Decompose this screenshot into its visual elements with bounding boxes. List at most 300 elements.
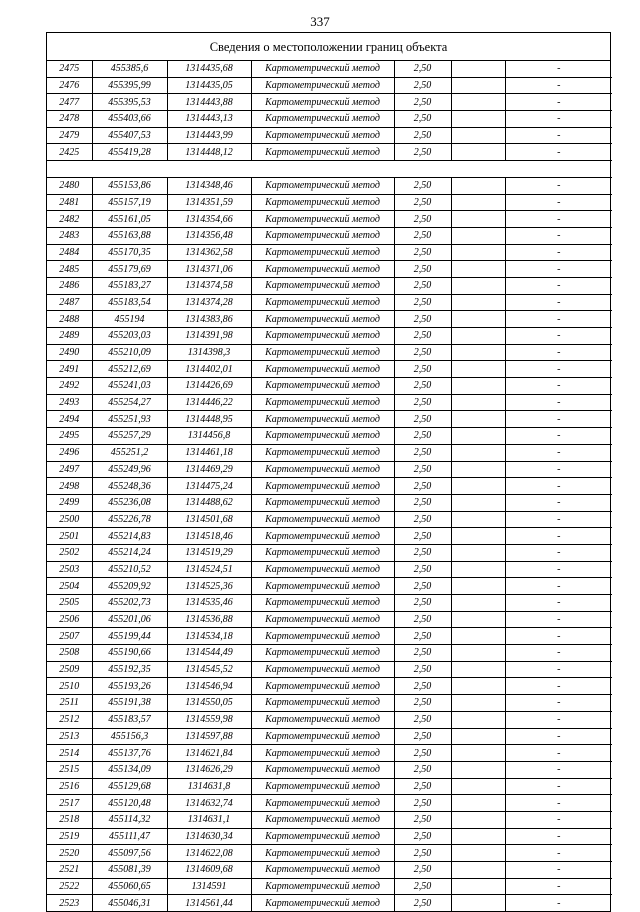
x-coordinate-cell: 455046,31 bbox=[92, 895, 167, 911]
point-number-cell: 2477 bbox=[47, 94, 92, 111]
empty-cell-cell bbox=[451, 862, 505, 879]
x-coordinate-cell: 455192,35 bbox=[92, 661, 167, 678]
y-coordinate-cell: 1314631,8 bbox=[167, 778, 251, 795]
table-row bbox=[47, 61, 612, 77]
method-cell: Картометрический метод bbox=[251, 828, 394, 845]
description-cell: - bbox=[505, 411, 612, 428]
y-coordinate-cell: 1314461,18 bbox=[167, 444, 251, 461]
table-row bbox=[47, 511, 612, 528]
point-number-cell: 2513 bbox=[47, 728, 92, 745]
method-cell: Картометрический метод bbox=[251, 695, 394, 712]
description-cell: - bbox=[505, 194, 612, 211]
y-coordinate-cell: 1314443,99 bbox=[167, 127, 251, 144]
y-coordinate-cell: 1314362,58 bbox=[167, 244, 251, 261]
empty-cell-cell bbox=[451, 211, 505, 228]
y-coordinate-cell: 1314501,68 bbox=[167, 511, 251, 528]
description-cell: - bbox=[505, 227, 612, 244]
table-row bbox=[47, 111, 612, 128]
accuracy-cell: 2,50 bbox=[394, 578, 451, 595]
accuracy-cell: 2,50 bbox=[394, 811, 451, 828]
x-coordinate-cell: 455193,26 bbox=[92, 678, 167, 695]
table-row bbox=[47, 378, 612, 395]
y-coordinate-cell: 1314469,29 bbox=[167, 461, 251, 478]
description-cell: - bbox=[505, 878, 612, 895]
method-cell: Картометрический метод bbox=[251, 895, 394, 911]
table-row bbox=[47, 494, 612, 511]
point-number-cell: 2517 bbox=[47, 795, 92, 812]
y-coordinate-cell: 1314356,48 bbox=[167, 227, 251, 244]
method-cell: Картометрический метод bbox=[251, 227, 394, 244]
method-cell: Картометрический метод bbox=[251, 194, 394, 211]
method-cell: Картометрический метод bbox=[251, 795, 394, 812]
x-coordinate-cell: 455241,03 bbox=[92, 378, 167, 395]
point-number-cell: 2515 bbox=[47, 761, 92, 778]
table-row bbox=[47, 294, 612, 311]
x-coordinate-cell: 455236,08 bbox=[92, 494, 167, 511]
y-coordinate-cell: 1314534,18 bbox=[167, 628, 251, 645]
y-coordinate-cell: 1314398,3 bbox=[167, 344, 251, 361]
accuracy-cell: 2,50 bbox=[394, 227, 451, 244]
x-coordinate-cell: 455403,66 bbox=[92, 111, 167, 128]
y-coordinate-cell: 1314544,49 bbox=[167, 645, 251, 662]
y-coordinate-cell: 1314632,74 bbox=[167, 795, 251, 812]
x-coordinate-cell: 455395,53 bbox=[92, 94, 167, 111]
table-row bbox=[47, 528, 612, 545]
description-cell: - bbox=[505, 761, 612, 778]
empty-cell-cell bbox=[451, 111, 505, 128]
x-coordinate-cell: 455257,29 bbox=[92, 428, 167, 445]
x-coordinate-cell: 455209,92 bbox=[92, 578, 167, 595]
empty-cell-cell bbox=[451, 244, 505, 261]
description-cell: - bbox=[505, 428, 612, 445]
empty-cell-cell bbox=[451, 361, 505, 378]
y-coordinate-cell: 1314371,06 bbox=[167, 261, 251, 278]
accuracy-cell: 2,50 bbox=[394, 561, 451, 578]
accuracy-cell: 2,50 bbox=[394, 478, 451, 495]
table-row bbox=[47, 194, 612, 211]
point-number-cell: 2512 bbox=[47, 711, 92, 728]
method-cell: Картометрический метод bbox=[251, 177, 394, 194]
x-coordinate-cell: 455419,28 bbox=[92, 144, 167, 161]
accuracy-cell: 2,50 bbox=[394, 778, 451, 795]
x-coordinate-cell: 455183,57 bbox=[92, 711, 167, 728]
description-cell: - bbox=[505, 211, 612, 228]
table-row bbox=[47, 328, 612, 345]
empty-cell-cell bbox=[451, 227, 505, 244]
table-row bbox=[47, 645, 612, 662]
method-cell: Картометрический метод bbox=[251, 77, 394, 94]
method-cell: Картометрический метод bbox=[251, 378, 394, 395]
method-cell: Картометрический метод bbox=[251, 61, 394, 77]
point-number-cell: 2499 bbox=[47, 494, 92, 511]
empty-cell-cell bbox=[451, 444, 505, 461]
table-row bbox=[47, 344, 612, 361]
x-coordinate-cell: 455199,44 bbox=[92, 628, 167, 645]
method-cell: Картометрический метод bbox=[251, 261, 394, 278]
description-cell: - bbox=[505, 344, 612, 361]
description-cell: - bbox=[505, 144, 612, 161]
point-number-cell: 2500 bbox=[47, 511, 92, 528]
accuracy-cell: 2,50 bbox=[394, 144, 451, 161]
empty-cell-cell bbox=[451, 494, 505, 511]
accuracy-cell: 2,50 bbox=[394, 77, 451, 94]
table-title: Сведения о местоположении границ объекта bbox=[47, 33, 610, 61]
table-row bbox=[47, 444, 612, 461]
description-cell: - bbox=[505, 628, 612, 645]
empty-cell-cell bbox=[451, 328, 505, 345]
accuracy-cell: 2,50 bbox=[394, 378, 451, 395]
description-cell: - bbox=[505, 444, 612, 461]
empty-cell-cell bbox=[451, 544, 505, 561]
x-coordinate-cell: 455251,93 bbox=[92, 411, 167, 428]
method-cell: Картометрический метод bbox=[251, 328, 394, 345]
accuracy-cell: 2,50 bbox=[394, 595, 451, 612]
empty-cell-cell bbox=[451, 294, 505, 311]
point-number-cell: 2491 bbox=[47, 361, 92, 378]
empty-cell-cell bbox=[451, 478, 505, 495]
description-cell: - bbox=[505, 328, 612, 345]
empty-cell-cell bbox=[451, 94, 505, 111]
description-cell: - bbox=[505, 561, 612, 578]
empty-cell-cell bbox=[451, 645, 505, 662]
method-cell: Картометрический метод bbox=[251, 444, 394, 461]
y-coordinate-cell: 1314456,8 bbox=[167, 428, 251, 445]
table-row bbox=[47, 895, 612, 911]
empty-cell-cell bbox=[451, 311, 505, 328]
accuracy-cell: 2,50 bbox=[394, 344, 451, 361]
accuracy-cell: 2,50 bbox=[394, 695, 451, 712]
method-cell: Картометрический метод bbox=[251, 661, 394, 678]
method-cell: Картометрический метод bbox=[251, 645, 394, 662]
boundary-table-frame bbox=[46, 32, 611, 912]
x-coordinate-cell: 455183,27 bbox=[92, 277, 167, 294]
empty-cell-cell bbox=[451, 728, 505, 745]
x-coordinate-cell: 455214,83 bbox=[92, 528, 167, 545]
x-coordinate-cell: 455179,69 bbox=[92, 261, 167, 278]
method-cell: Картометрический метод bbox=[251, 344, 394, 361]
description-cell: - bbox=[505, 261, 612, 278]
description-cell: - bbox=[505, 177, 612, 194]
y-coordinate-cell: 1314559,98 bbox=[167, 711, 251, 728]
x-coordinate-cell: 455210,52 bbox=[92, 561, 167, 578]
description-cell: - bbox=[505, 478, 612, 495]
accuracy-cell: 2,50 bbox=[394, 661, 451, 678]
method-cell: Картометрический метод bbox=[251, 277, 394, 294]
x-coordinate-cell: 455153,86 bbox=[92, 177, 167, 194]
table-row bbox=[47, 544, 612, 561]
accuracy-cell: 2,50 bbox=[394, 862, 451, 879]
table-row bbox=[47, 745, 612, 762]
description-cell: - bbox=[505, 711, 612, 728]
method-cell: Картометрический метод bbox=[251, 778, 394, 795]
x-coordinate-cell: 455226,78 bbox=[92, 511, 167, 528]
x-coordinate-cell: 455129,68 bbox=[92, 778, 167, 795]
y-coordinate-cell: 1314475,24 bbox=[167, 478, 251, 495]
description-cell: - bbox=[505, 678, 612, 695]
description-cell: - bbox=[505, 828, 612, 845]
description-cell: - bbox=[505, 811, 612, 828]
empty-cell-cell bbox=[451, 878, 505, 895]
x-coordinate-cell: 455203,03 bbox=[92, 328, 167, 345]
table-row bbox=[47, 678, 612, 695]
description-cell: - bbox=[505, 611, 612, 628]
point-number-cell: 2506 bbox=[47, 611, 92, 628]
description-cell: - bbox=[505, 111, 612, 128]
description-cell: - bbox=[505, 695, 612, 712]
description-cell: - bbox=[505, 77, 612, 94]
description-cell: - bbox=[505, 661, 612, 678]
x-coordinate-cell: 455210,09 bbox=[92, 344, 167, 361]
method-cell: Картометрический метод bbox=[251, 428, 394, 445]
point-number-cell: 2495 bbox=[47, 428, 92, 445]
accuracy-cell: 2,50 bbox=[394, 294, 451, 311]
accuracy-cell: 2,50 bbox=[394, 645, 451, 662]
description-cell: - bbox=[505, 578, 612, 595]
empty-cell-cell bbox=[451, 277, 505, 294]
x-coordinate-cell: 455111,47 bbox=[92, 828, 167, 845]
x-coordinate-cell: 455395,99 bbox=[92, 77, 167, 94]
y-coordinate-cell: 1314435,05 bbox=[167, 77, 251, 94]
table-row bbox=[47, 394, 612, 411]
description-cell: - bbox=[505, 244, 612, 261]
method-cell: Картометрический метод bbox=[251, 244, 394, 261]
table-row bbox=[47, 461, 612, 478]
y-coordinate-cell: 1314561,44 bbox=[167, 895, 251, 911]
empty-cell-cell bbox=[451, 511, 505, 528]
table-row bbox=[47, 161, 612, 178]
x-coordinate-cell: 455060,65 bbox=[92, 878, 167, 895]
x-coordinate-cell: 455201,06 bbox=[92, 611, 167, 628]
table-row bbox=[47, 144, 612, 161]
description-cell: - bbox=[505, 61, 612, 77]
y-coordinate-cell: 1314535,46 bbox=[167, 595, 251, 612]
description-cell: - bbox=[557, 897, 561, 909]
method-cell: Картометрический метод bbox=[251, 478, 394, 495]
table-row bbox=[47, 728, 612, 745]
y-coordinate-cell: 1314518,46 bbox=[167, 528, 251, 545]
description-cell: - bbox=[505, 378, 612, 395]
empty-cell-cell bbox=[451, 394, 505, 411]
method-cell: Картометрический метод bbox=[251, 678, 394, 695]
table-row bbox=[47, 261, 612, 278]
accuracy-cell: 2,50 bbox=[394, 494, 451, 511]
table-row bbox=[47, 845, 612, 862]
empty-cell-cell bbox=[451, 77, 505, 94]
y-coordinate-cell: 1314597,88 bbox=[167, 728, 251, 745]
accuracy-cell: 2,50 bbox=[394, 895, 451, 911]
y-coordinate-cell: 1314448,12 bbox=[167, 144, 251, 161]
table-row bbox=[47, 127, 612, 144]
y-coordinate-cell: 1314351,59 bbox=[167, 194, 251, 211]
x-coordinate-cell: 455120,48 bbox=[92, 795, 167, 812]
empty-cell-cell bbox=[451, 711, 505, 728]
point-number-cell: 2508 bbox=[47, 645, 92, 662]
table-row bbox=[47, 411, 612, 428]
point-number-cell: 2485 bbox=[47, 261, 92, 278]
method-cell: Картометрический метод bbox=[251, 144, 394, 161]
empty-cell-cell bbox=[451, 344, 505, 361]
accuracy-cell: 2,50 bbox=[394, 261, 451, 278]
description-cell: - bbox=[505, 461, 612, 478]
y-coordinate-cell: 1314374,28 bbox=[167, 294, 251, 311]
x-coordinate-cell: 455137,76 bbox=[92, 745, 167, 762]
point-number-cell: 2523 bbox=[47, 895, 92, 911]
description-cell: - bbox=[505, 511, 612, 528]
point-number-cell: 2482 bbox=[47, 211, 92, 228]
x-coordinate-cell: 455251,2 bbox=[92, 444, 167, 461]
method-cell: Картометрический метод bbox=[251, 494, 394, 511]
method-cell: Картометрический метод bbox=[251, 561, 394, 578]
accuracy-cell: 2,50 bbox=[394, 127, 451, 144]
point-number-cell: 2496 bbox=[47, 444, 92, 461]
accuracy-cell: 2,50 bbox=[394, 628, 451, 645]
coordinates-table bbox=[47, 61, 612, 911]
empty-cell-cell bbox=[451, 194, 505, 211]
empty-cell-cell bbox=[451, 578, 505, 595]
table-row bbox=[47, 711, 612, 728]
table-row bbox=[47, 695, 612, 712]
method-cell: Картометрический метод bbox=[251, 845, 394, 862]
description-cell: - bbox=[505, 127, 612, 144]
accuracy-cell: 2,50 bbox=[394, 878, 451, 895]
table-row bbox=[47, 177, 612, 194]
empty-cell-cell bbox=[451, 795, 505, 812]
table-row bbox=[47, 778, 612, 795]
accuracy-cell: 2,50 bbox=[394, 244, 451, 261]
x-coordinate-cell: 455163,88 bbox=[92, 227, 167, 244]
table-row bbox=[47, 611, 612, 628]
y-coordinate-cell: 1314443,13 bbox=[167, 111, 251, 128]
accuracy-cell: 2,50 bbox=[394, 678, 451, 695]
x-coordinate-cell: 455161,05 bbox=[92, 211, 167, 228]
x-coordinate-cell: 455194 bbox=[92, 311, 167, 328]
x-coordinate-cell: 455183,54 bbox=[92, 294, 167, 311]
method-cell: Картометрический метод bbox=[251, 544, 394, 561]
description-cell: - bbox=[505, 645, 612, 662]
y-coordinate-cell: 1314488,62 bbox=[167, 494, 251, 511]
point-number-cell: 2498 bbox=[47, 478, 92, 495]
accuracy-cell: 2,50 bbox=[394, 611, 451, 628]
table-row bbox=[47, 828, 612, 845]
method-cell: Картометрический метод bbox=[251, 578, 394, 595]
point-number-cell: 2497 bbox=[47, 461, 92, 478]
method-cell: Картометрический метод bbox=[251, 611, 394, 628]
point-number-cell: 2492 bbox=[47, 378, 92, 395]
empty-cell-cell bbox=[451, 828, 505, 845]
accuracy-cell: 2,50 bbox=[394, 845, 451, 862]
method-cell: Картометрический метод bbox=[251, 411, 394, 428]
description-cell: - bbox=[505, 94, 612, 111]
description-cell: - bbox=[505, 845, 612, 862]
accuracy-cell: 2,50 bbox=[394, 411, 451, 428]
empty-cell-cell bbox=[451, 461, 505, 478]
point-number-cell: 2475 bbox=[47, 61, 92, 77]
empty-cell-cell bbox=[451, 127, 505, 144]
point-number-cell: 2483 bbox=[47, 227, 92, 244]
point-number-cell: 2507 bbox=[47, 628, 92, 645]
empty-cell-cell bbox=[451, 628, 505, 645]
table-row bbox=[47, 595, 612, 612]
y-coordinate-cell: 1314621,84 bbox=[167, 745, 251, 762]
point-number-cell: 2516 bbox=[47, 778, 92, 795]
point-number-cell: 2501 bbox=[47, 528, 92, 545]
point-number-cell: 2505 bbox=[47, 595, 92, 612]
method-cell: Картометрический метод bbox=[251, 211, 394, 228]
accuracy-cell: 2,50 bbox=[394, 461, 451, 478]
accuracy-cell: 2,50 bbox=[394, 61, 451, 77]
empty-cell-cell bbox=[451, 378, 505, 395]
table-row bbox=[47, 277, 612, 294]
table-row bbox=[47, 428, 612, 445]
y-coordinate-cell: 1314426,69 bbox=[167, 378, 251, 395]
accuracy-cell: 2,50 bbox=[394, 194, 451, 211]
x-coordinate-cell: 455407,53 bbox=[92, 127, 167, 144]
empty-cell-cell bbox=[451, 561, 505, 578]
table-row bbox=[47, 361, 612, 378]
description-cell: - bbox=[505, 745, 612, 762]
x-coordinate-cell: 455254,27 bbox=[92, 394, 167, 411]
point-number-cell: 2493 bbox=[47, 394, 92, 411]
table-row bbox=[47, 244, 612, 261]
description-cell: - bbox=[505, 595, 612, 612]
y-coordinate-cell: 1314546,94 bbox=[167, 678, 251, 695]
point-number-cell: 2521 bbox=[47, 862, 92, 879]
x-coordinate-cell: 455212,69 bbox=[92, 361, 167, 378]
point-number-cell: 2481 bbox=[47, 194, 92, 211]
y-coordinate-cell: 1314609,68 bbox=[167, 862, 251, 879]
table-row bbox=[47, 761, 612, 778]
description-cell: - bbox=[505, 528, 612, 545]
table-row bbox=[47, 94, 612, 111]
description-cell: - bbox=[505, 728, 612, 745]
method-cell: Картометрический метод bbox=[251, 862, 394, 879]
empty-cell-cell bbox=[451, 895, 505, 911]
method-cell: Картометрический метод bbox=[251, 394, 394, 411]
point-number-cell: 2494 bbox=[47, 411, 92, 428]
empty-cell-cell bbox=[451, 61, 505, 77]
empty-cell-cell bbox=[451, 778, 505, 795]
point-number-cell: 2490 bbox=[47, 344, 92, 361]
accuracy-cell: 2,50 bbox=[394, 544, 451, 561]
point-number-cell: 2486 bbox=[47, 277, 92, 294]
point-number-cell: 2522 bbox=[47, 878, 92, 895]
table-row bbox=[47, 795, 612, 812]
x-coordinate-cell: 455157,19 bbox=[92, 194, 167, 211]
method-cell: Картометрический метод bbox=[251, 127, 394, 144]
empty-cell-cell bbox=[451, 177, 505, 194]
point-number-cell: 2488 bbox=[47, 311, 92, 328]
x-coordinate-cell: 455114,32 bbox=[92, 811, 167, 828]
table-row bbox=[47, 878, 612, 895]
y-coordinate-cell: 1314622,08 bbox=[167, 845, 251, 862]
point-number-cell: 2520 bbox=[47, 845, 92, 862]
x-coordinate-cell: 455248,36 bbox=[92, 478, 167, 495]
point-number-cell: 2479 bbox=[47, 127, 92, 144]
method-cell: Картометрический метод bbox=[251, 94, 394, 111]
y-coordinate-cell: 1314402,01 bbox=[167, 361, 251, 378]
empty-cell-cell bbox=[451, 661, 505, 678]
description-cell: - bbox=[505, 778, 612, 795]
point-number-cell: 2509 bbox=[47, 661, 92, 678]
method-cell: Картометрический метод bbox=[251, 461, 394, 478]
method-cell: Картометрический метод bbox=[251, 511, 394, 528]
point-number-cell: 2514 bbox=[47, 745, 92, 762]
description-cell: - bbox=[505, 394, 612, 411]
accuracy-cell: 2,50 bbox=[394, 761, 451, 778]
table-row bbox=[47, 211, 612, 228]
x-coordinate-cell: 455191,38 bbox=[92, 695, 167, 712]
point-number-cell: 2476 bbox=[47, 77, 92, 94]
